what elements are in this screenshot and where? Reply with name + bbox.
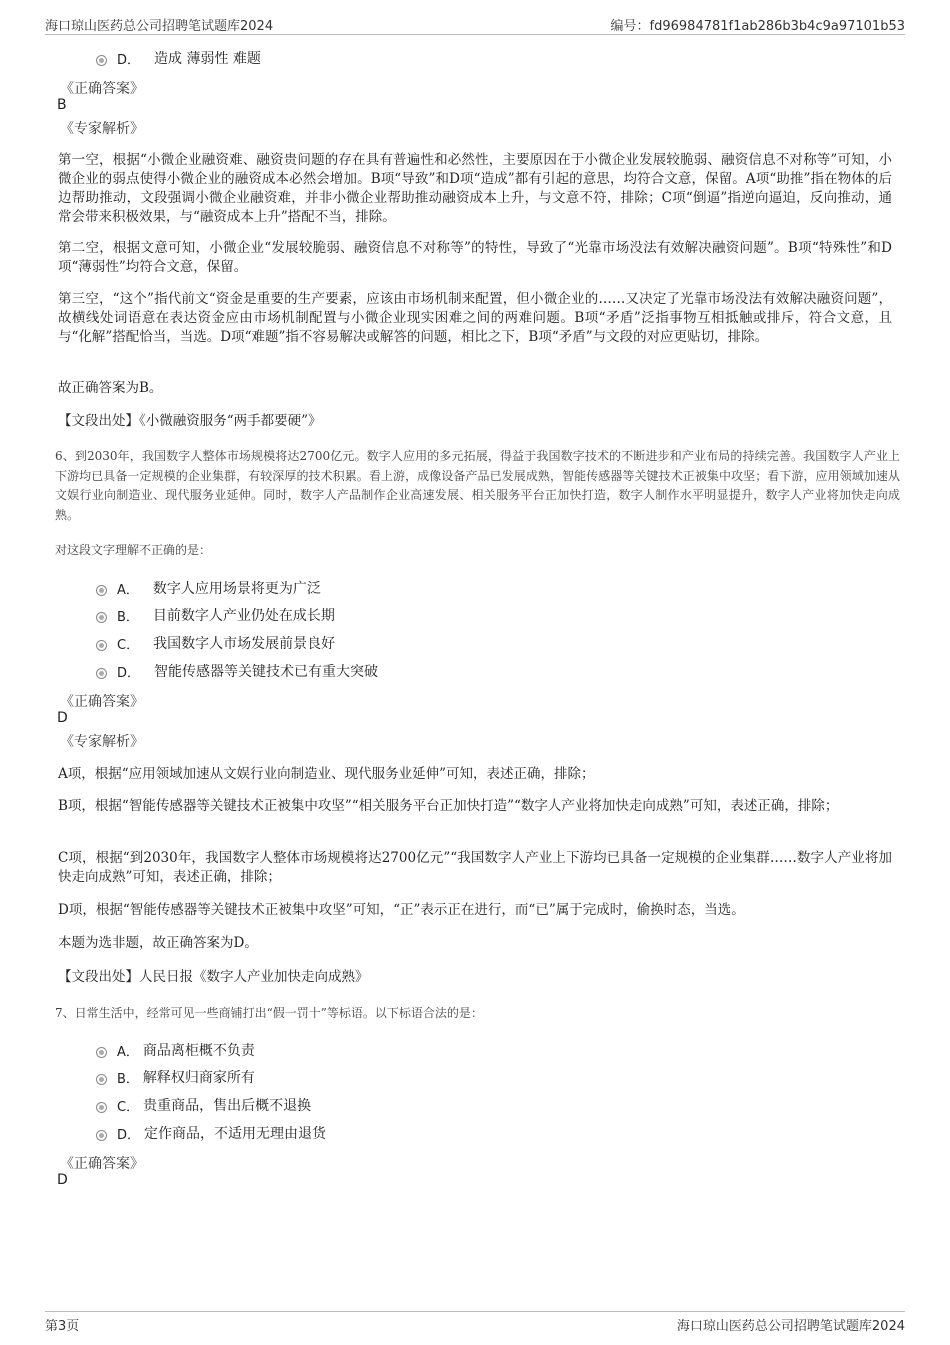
q6-analysis-para-d: D项，根据“智能传感器等关键技术正被集中攻坚”可知，“正”表示正在进行，而“已”属于完成时，偷换时态，当选。 [58,902,745,918]
footer-title: 海口琼山医药总公司招聘笔试题库2024 [676,1319,905,1334]
q6-option-d[interactable] [96,661,378,681]
header-title: 海口琼山医药总公司招聘笔试题库2024 [45,19,274,34]
q6-option-a[interactable] [96,578,321,598]
header-serial-number: 编号：fd96984781f1ab286b3b4c9a97101b53 [610,19,905,34]
page-footer [45,1311,905,1332]
q5-source: 【文段出处】《小微融资服务“两手都要硬”》 [58,413,322,429]
q6-analysis-para-c: C项，根据“到2030年，我国数字人整体市场规模将达2700亿元”“我国数字人产业上下游均已具备一定规模的企业集群……数字人产业将加快走向成熟”可知，表述正确，排除； [58,850,892,885]
q6-source: 【文段出处】人民日报《数字人产业加快走向成熟》 [58,969,369,985]
option-letter: C． [117,637,140,653]
q6-stem: 6、到2030年，我国数字人整体市场规模将达2700亿元。数字人应用的多元拓展，得益于我国数字技术的不断进步和产业布局的持续完善。我国数字人产业上下游均已具备一定规模的企业集群，有较深厚的技术积累。看上游，成像设备产品已发展成熟，智能传感器等关键技术正被集中攻坚；看下游，应用领域加速从文娱行业向制造业、现代服务业延伸。同时，数字人产品制作企业高速发展、相关服务平台正加快打造，数字人制作水平明显提升，数字人产业将加快走向成熟。 [55,449,900,522]
q5-conclusion: 故正确答案为B。 [58,380,163,396]
option-text: 贵重商品，售出后概不退换 [143,1098,312,1114]
radio-icon[interactable] [96,55,107,66]
option-letter: D． [117,665,141,681]
option-letter: D． [117,52,141,68]
q7-answer: D [57,1172,68,1188]
q7-option-a[interactable] [96,1040,255,1060]
radio-icon[interactable] [96,640,107,651]
q6-conclusion: 本题为选非题，故正确答案为D。 [58,935,258,951]
q6-answer: D [57,710,68,726]
radio-icon[interactable] [96,612,107,623]
option-text: 智能传感器等关键技术已有重大突破 [154,664,379,680]
q7-option-c[interactable] [96,1095,311,1115]
radio-icon[interactable] [96,585,107,596]
option-letter: B． [117,609,139,625]
option-text: 目前数字人产业仍处在成长期 [152,608,335,624]
radio-icon[interactable] [96,1130,107,1141]
option-text: 造成 薄弱性 难题 [154,51,261,67]
option-text: 商品离柜概不负责 [142,1043,255,1059]
q6-analysis-para-a: A项，根据“应用领域加速从文娱行业向制造业、现代服务业延伸”可知，表述正确，排除； [58,766,595,782]
q7-option-b[interactable] [96,1067,255,1087]
q5-option-d[interactable] [96,48,261,68]
q5-answer: B [57,97,67,113]
q7-answer-label: 《正确答案》 [60,1156,144,1172]
page-number: 第3页 [45,1319,80,1334]
option-text: 我国数字人市场发展前景良好 [153,636,336,652]
q5-analysis-label: 《专家解析》 [60,121,144,137]
q6-analysis-para-b: B项，根据“智能传感器等关键技术正被集中攻坚”“相关服务平台正加快打造”“数字人产业将加快走向成熟”可知，表述正确，排除； [58,798,839,814]
q7-option-d[interactable] [96,1123,326,1143]
q6-question: 对这段文字理解不正确的是： [55,543,212,557]
q6-answer-label: 《正确答案》 [60,694,144,710]
q5-analysis-para-2: 第二空，根据文意可知，小微企业“发展较脆弱、融资信息不对称等”的特性，导致了“光靠市场没法有效解决融资问题”。B项“特殊性”和D项“薄弱性”均符合文意，保留。 [58,240,892,275]
page-header [45,14,905,35]
option-text: 定作商品，不适用无理由退货 [144,1126,327,1142]
option-letter: C． [117,1099,140,1115]
option-letter: A． [117,582,139,598]
option-letter: D． [117,1127,141,1143]
option-letter: A． [117,1044,139,1060]
radio-icon[interactable] [96,1074,107,1085]
q6-option-c[interactable] [96,633,335,653]
option-text: 解释权归商家所有 [142,1070,255,1086]
radio-icon[interactable] [96,668,107,679]
q6-analysis-label: 《专家解析》 [60,734,144,750]
radio-icon[interactable] [96,1047,107,1058]
q5-answer-label: 《正确答案》 [60,81,144,97]
option-letter: B． [117,1071,139,1087]
q6-option-b[interactable] [96,605,335,625]
q7-stem: 7、日常生活中，经常可见一些商铺打出“假一罚十”等标语。以下标语合法的是： [55,1006,483,1020]
q5-analysis-para-1: 第一空，根据“小微企业融资难、融资贵问题的存在具有普遍性和必然性，主要原因在于小微企业发展较脆弱、融资信息不对称等”可知，小微企业的弱点使得小微企业的融资成本必然会增加。B项“导致”和D项“造成”都有引起的意思，均符合文意，保留。A项“助推”指在物体的后边帮助推动，文段强调小微企业融资难，并非小微企业帮助推动融资成本上升，与文意不符，排除；C项“倒逼”指逆向逼迫，反向推动，通常会带来积极效果，与“融资成本上升”搭配不当，排除。 [58,152,892,225]
option-text: 数字人应用场景将更为广泛 [152,581,321,597]
q5-analysis-para-3: 第三空，“这个”指代前文“资金是重要的生产要素，应该由市场机制来配置，但小微企业的……又决定了光靠市场没法有效解决融资问题”，故横线处词语意在表达资金应由市场机制配置与小微企业现实困难之间的两难问题。B项“矛盾”泛指事物互相抵触或排斥，符合文意，且与“化解”搭配恰当，当选。D项“难题”指不容易解决或解答的问题，相比之下，B项“矛盾”与文段的对应更贴切，排除。 [58,291,892,345]
radio-icon[interactable] [96,1102,107,1113]
